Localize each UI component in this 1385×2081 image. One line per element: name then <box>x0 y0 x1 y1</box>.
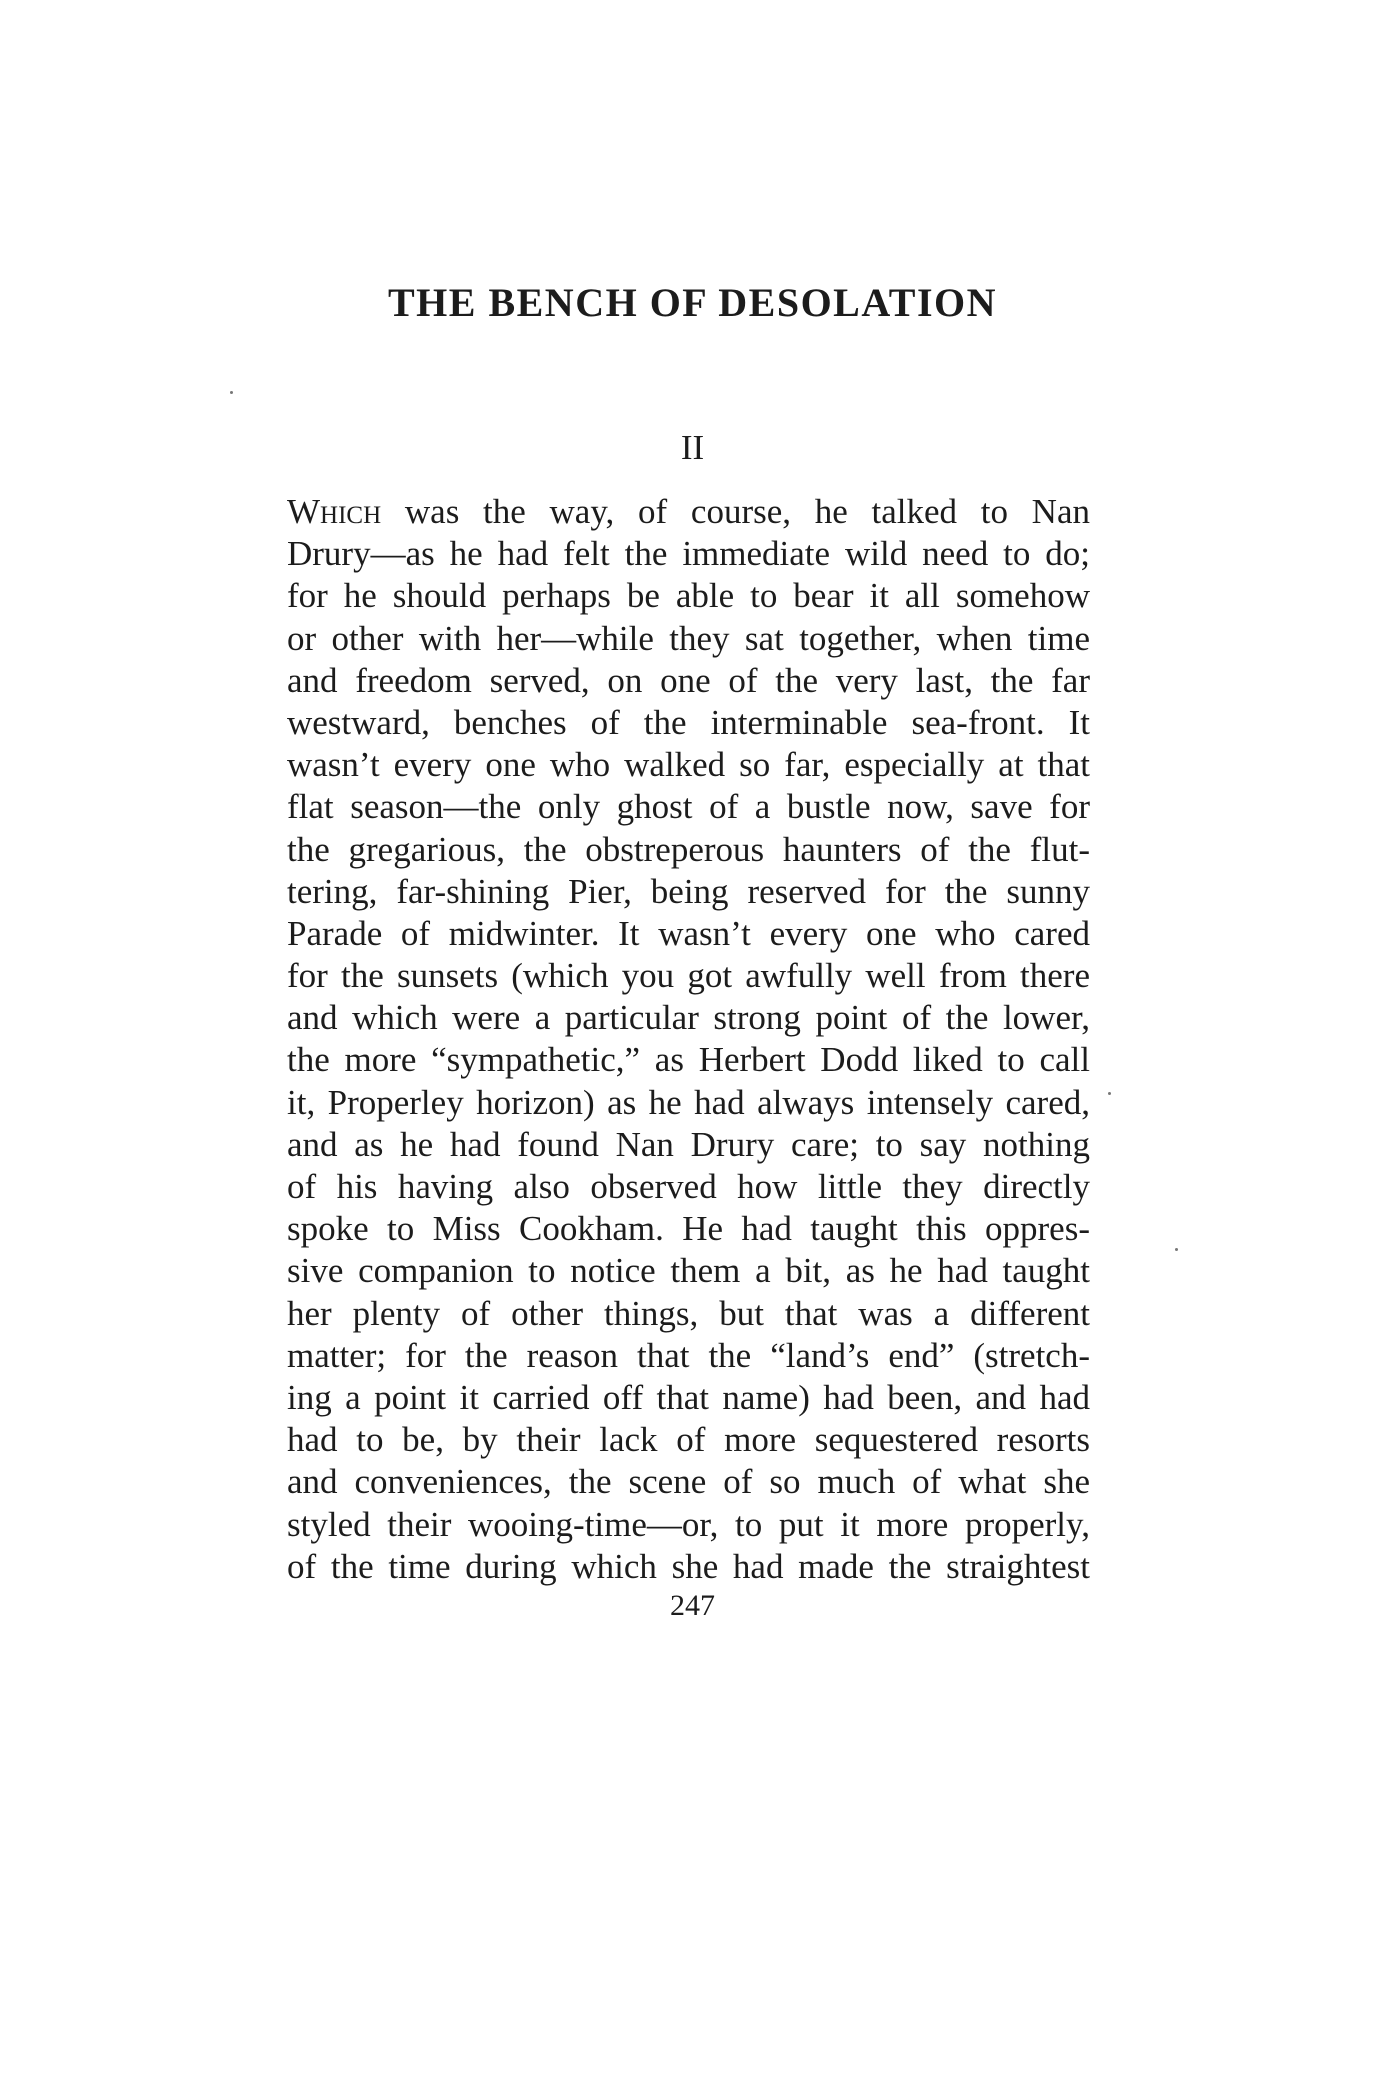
text-line: ing a point it carried off that name) had been, and had <box>287 1377 1090 1417</box>
text-line: it, Properley horizon) as he had always intensely cared, <box>287 1082 1090 1122</box>
scan-speck <box>1108 1092 1111 1095</box>
running-head: THE BENCH OF DESOLATION <box>387 280 998 325</box>
text-line: spoke to Miss Cookham. He had taught this oppres- <box>287 1209 1090 1249</box>
text-line: flat season—the only ghost of a bustle now, save for <box>287 787 1090 827</box>
text-line: had to be, by their lack of more sequestered resorts <box>287 1420 1090 1460</box>
text-line: tering, far-shining Pier, being reserved for the sunny <box>287 871 1090 911</box>
text-line: for he should perhaps be able to bear it all somehow <box>287 576 1090 616</box>
text-line: and which were a particular strong point of the lower, <box>287 998 1090 1038</box>
text-line: sive companion to notice them a bit, as he had taught <box>287 1251 1090 1291</box>
text-line: the gregarious, the obstreperous haunters of the flut- <box>287 829 1090 869</box>
text-line: Drury—as he had felt the immediate wild need to do; <box>287 534 1090 574</box>
text-line-1 <box>287 491 1090 533</box>
text-line: matter; for the reason that the “land’s end” (stretch- <box>287 1335 1090 1375</box>
text-line-1-rest: was the way, of course, he talked to Nan <box>381 492 1090 531</box>
text-line: and as he had found Nan Drury care; to say nothing <box>287 1124 1090 1164</box>
text-line: of the time during which she had made the straightest <box>287 1546 1090 1586</box>
text-line: or other with her—while they sat together, when time <box>287 618 1090 658</box>
text-line: wasn’t every one who walked so far, especially at that <box>287 745 1090 785</box>
body-text <box>287 491 1090 1588</box>
page-number: 247 <box>670 1589 715 1622</box>
text-line: Parade of midwinter. It wasn’t every one who cared <box>287 913 1090 953</box>
text-line: and conveniences, the scene of so much of what she <box>287 1462 1090 1502</box>
text-line: of his having also observed how little they directly <box>287 1167 1090 1206</box>
opening-small-caps: Which <box>287 492 382 531</box>
text-line: her plenty of other things, but that was a different <box>287 1293 1090 1333</box>
text-line: and freedom served, on one of the very last, the far <box>287 660 1090 700</box>
text-line: westward, benches of the interminable sea-front. It <box>287 702 1090 742</box>
chapter-number: II <box>680 428 705 467</box>
scan-speck <box>230 391 233 394</box>
text-line: the more “sympathetic,” as Herbert Dodd liked to call <box>287 1040 1090 1080</box>
text-line: styled their wooing-time—or, to put it more properly, <box>287 1504 1090 1544</box>
text-line: for the sunsets (which you got awfully well from there <box>287 956 1090 996</box>
scan-speck <box>1175 1248 1178 1251</box>
